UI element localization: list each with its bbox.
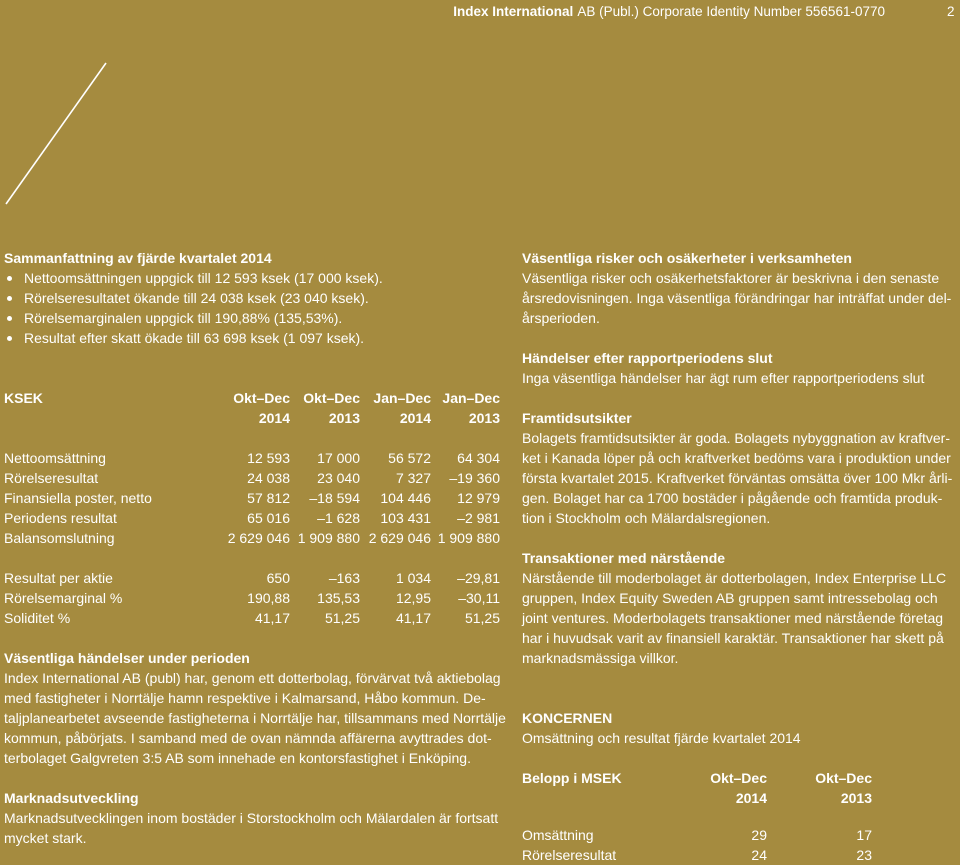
- cell-value: –18 594: [309, 490, 360, 506]
- table-row: [4, 448, 504, 468]
- page-number: 2: [947, 4, 955, 19]
- table-row: [522, 845, 958, 865]
- section-subtitle: Omsättning och resultat fjärde kvartalet 2014: [522, 730, 801, 746]
- cell-value: –30,11: [458, 590, 500, 606]
- cell-value: 29: [751, 827, 767, 843]
- section-title: Väsentliga risker och osäkerheter i verksamheten: [522, 250, 852, 266]
- events-during-period-section: [4, 648, 504, 768]
- table-unit-label: Belopp i MSEK: [522, 770, 622, 786]
- paragraph-line: årsredovisningen. Inga väsentliga förändringar har inträffat under del-: [522, 290, 952, 306]
- table-row: [522, 825, 958, 845]
- paragraph-line: Närstående till moderbolaget är dotterbolagen, Index Enterprise LLC: [522, 570, 947, 586]
- table-header-row: [522, 768, 958, 788]
- summary-bullet: [4, 328, 504, 348]
- section-title: Transaktioner med närstående: [522, 550, 726, 566]
- paragraph-line: joint ventures. Moderbolagets transaktioner med närstående företag: [522, 610, 944, 626]
- column-period: Okt–Dec: [233, 390, 290, 406]
- paragraph-line: taljplanearbetet avseende fastigheterna i Norrtälje har, tillsammans med Norrtälje: [4, 710, 506, 726]
- section-title: Framtidsutsikter: [522, 410, 632, 426]
- paragraph-line: kommun, påbörjats. I samband med de ovan nämnda affärerna avyttrades dot-: [4, 730, 492, 746]
- bullet-text: Rörelseresultatet ökande till 24 038 ksek (23 040 ksek).: [24, 290, 369, 306]
- risks-section: [522, 248, 958, 328]
- cell-value: –29,81: [457, 570, 500, 586]
- cell-value: –19 360: [449, 470, 500, 486]
- bullet-icon: [7, 316, 12, 321]
- cell-value: 650: [266, 570, 290, 586]
- paragraph-line: med fastigheter i Norrtälje hamn respektive i Kalmarsand, Håbo kommun. De-: [4, 690, 486, 706]
- paragraph-line: tion i Stockholm och Mälardalsregionen.: [522, 510, 771, 526]
- paragraph-line: Bolagets framtidsutsikter är goda. Bolagets nybyggnation av kraftver-: [522, 430, 950, 446]
- paragraph-line: Väsentliga risker och osäkerhetsfaktorer är beskrivna i den senaste: [522, 270, 940, 286]
- summary-section: [4, 248, 504, 348]
- market-section: [4, 788, 504, 848]
- column-year: 2013: [328, 410, 360, 426]
- cell-value: 24: [751, 847, 767, 863]
- group-table: [522, 768, 958, 865]
- paragraph-line: första kvartalet 2015. Kraftverket förväntas omsätta över 100 Mkr årli-: [522, 470, 953, 486]
- page-header: [453, 2, 885, 22]
- paragraph-line: marknadsmässiga villkor.: [522, 650, 679, 666]
- paragraph-line: Inga väsentliga händelser har ägt rum efter rapportperiodens slut: [522, 370, 925, 386]
- paragraph-line: Index International AB (publ) har, genom ett dotterbolag, förvärvat två aktiebolag: [4, 670, 501, 686]
- bullet-text: Resultat efter skatt ökade till 63 698 ksek (1 097 ksek).: [24, 330, 365, 346]
- cell-value: 51,25: [324, 610, 360, 626]
- table-header-row: [4, 408, 504, 428]
- column-year: 2013: [468, 410, 500, 426]
- cell-value: 51,25: [464, 610, 500, 626]
- cell-value: 103 431: [380, 510, 431, 526]
- summary-bullet: [4, 288, 504, 308]
- bullet-text: Rörelsemarginalen uppgick till 190,88% (135,53%).: [24, 310, 343, 326]
- table-row: [4, 608, 504, 628]
- section-title: Händelser efter rapportperiodens slut: [522, 350, 773, 366]
- row-label: Rörelsemarginal %: [4, 590, 123, 606]
- paragraph-line: mycket stark.: [4, 830, 87, 846]
- column-period: Okt–Dec: [815, 770, 872, 786]
- summary-title: Sammanfattning av fjärde kvartalet 2014: [4, 250, 272, 266]
- section-title: KONCERNEN: [522, 710, 613, 726]
- cell-value: 12 593: [247, 450, 290, 466]
- paragraph-line: gen. Bolaget har ca 1700 bostäder i pågående och framtida produk-: [522, 490, 943, 506]
- cell-value: 12,95: [395, 590, 431, 606]
- cell-value: 17 000: [317, 450, 360, 466]
- ksek-table: [4, 388, 504, 628]
- cell-value: 23 040: [317, 470, 360, 486]
- table-row: [4, 468, 504, 488]
- row-label: Rörelseresultat: [4, 470, 99, 486]
- cell-value: 1 909 880: [297, 530, 360, 546]
- group-section: [522, 708, 958, 748]
- header-identity-number: AB (Publ.) Corporate Identity Number 556561-0770: [577, 4, 885, 19]
- cell-value: 1 909 880: [437, 530, 500, 546]
- cell-value: 104 446: [380, 490, 431, 506]
- column-period: Jan–Dec: [373, 390, 431, 406]
- cell-value: 23: [856, 847, 872, 863]
- paragraph-line: har i huvudsak varit av finansiell karaktär. Transaktioner har skett på: [522, 630, 944, 646]
- bullet-icon: [7, 336, 12, 341]
- bullet-icon: [7, 296, 12, 301]
- cell-value: 17: [856, 827, 872, 843]
- table-header-row: [4, 388, 504, 408]
- row-label: Balansomslutning: [4, 530, 115, 546]
- table-row: [4, 508, 504, 528]
- cell-value: 2 629 046: [368, 530, 431, 546]
- cell-value: 190,88: [247, 590, 290, 606]
- cell-value: 57 812: [247, 490, 290, 506]
- row-label: Nettoomsättning: [4, 450, 106, 466]
- row-label: Rörelseresultat: [522, 847, 617, 863]
- table-row: [4, 588, 504, 608]
- cell-value: –2 981: [457, 510, 500, 526]
- cell-value: 41,17: [254, 610, 290, 626]
- cell-value: –163: [328, 570, 360, 586]
- cell-value: 135,53: [317, 590, 360, 606]
- cell-value: 65 016: [247, 510, 290, 526]
- column-period: Jan–Dec: [442, 390, 500, 406]
- cell-value: 7 327: [395, 470, 431, 486]
- cell-value: 2 629 046: [227, 530, 290, 546]
- decorative-diagonal-line: [0, 0, 120, 215]
- header-company-name: Index International: [453, 4, 574, 19]
- section-title: Marknadsutveckling: [4, 790, 139, 806]
- cell-value: 24 038: [247, 470, 290, 486]
- events-after-section: [522, 348, 958, 388]
- paragraph-line: gruppen, Index Equity Sweden AB gruppen samt intressebolag och: [522, 590, 938, 606]
- column-year: 2014: [399, 410, 431, 426]
- cell-value: 64 304: [457, 450, 500, 466]
- paragraph-line: ket i Kanada löper på och kraftverket bedöms vara i produktion under: [522, 450, 951, 466]
- table-row: [4, 528, 504, 548]
- bullet-text: Nettoomsättningen uppgick till 12 593 ksek (17 000 ksek).: [24, 270, 383, 286]
- row-label: Periodens resultat: [4, 510, 117, 526]
- column-year: 2014: [258, 410, 290, 426]
- cell-value: –1 628: [317, 510, 360, 526]
- row-label: Finansiella poster, netto: [4, 490, 152, 506]
- summary-bullet: [4, 308, 504, 328]
- column-period: Okt–Dec: [710, 770, 767, 786]
- row-label: Soliditet %: [4, 610, 71, 626]
- cell-value: 1 034: [395, 570, 431, 586]
- row-label: Resultat per aktie: [4, 570, 113, 586]
- outlook-section: [522, 408, 958, 528]
- bullet-icon: [7, 276, 12, 281]
- cell-value: 56 572: [388, 450, 431, 466]
- table-unit-label: KSEK: [4, 390, 43, 406]
- column-period: Okt–Dec: [303, 390, 360, 406]
- paragraph-line: Marknadsutvecklingen inom bostäder i Storstockholm och Mälardalen är fortsatt: [4, 810, 499, 826]
- cell-value: 12 979: [457, 490, 500, 506]
- row-label: Omsättning: [522, 827, 594, 843]
- column-year: 2013: [840, 790, 872, 806]
- section-title: Väsentliga händelser under perioden: [4, 650, 250, 666]
- paragraph-line: årsperioden.: [522, 310, 600, 326]
- table-row: [4, 488, 504, 508]
- cell-value: 41,17: [395, 610, 431, 626]
- table-row: [4, 568, 504, 588]
- table-header-row: [522, 788, 958, 808]
- paragraph-line: terbolaget Galgvreten 3:5 AB som innehade en kontorsfastighet i Enköping.: [4, 750, 471, 766]
- summary-bullet: [4, 268, 504, 288]
- column-year: 2014: [735, 790, 767, 806]
- related-party-section: [522, 548, 958, 668]
